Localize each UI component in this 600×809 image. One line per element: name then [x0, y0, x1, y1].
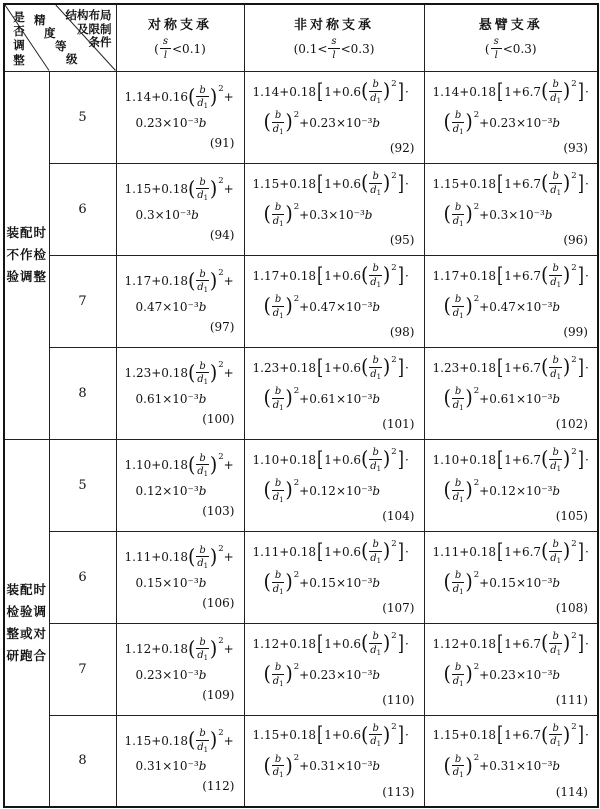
b-over-d1-squared: ( $\frac{b}{d_1}$ ) 2 [263, 661, 300, 688]
formula-line-1: 1.23+0.18 ( $\frac{b}{d_1}$ ) 2 + [124, 360, 234, 386]
fraction: $\frac{b}{d_1}$ [452, 570, 464, 596]
fraction: $\frac{b}{d_1}$ [550, 631, 562, 657]
fraction: $\frac{b}{d_1}$ [370, 631, 382, 657]
formula-line-1: 1.15+0.18 [ 1+0.6 ( $\frac{b}{d_1}$ ) 2 ] · [252, 722, 409, 749]
b-over-d1-squared: ( $\frac{b}{d_1}$ ) 2 [361, 170, 397, 197]
formula-cell [116, 255, 244, 347]
grade-cell: 5 [49, 71, 116, 163]
formula-line-2: 0.31×10⁻³ b [135, 759, 207, 774]
formula-line-2: 0.23×10⁻³ b [135, 115, 207, 130]
coefficient-table [3, 3, 599, 808]
fraction: $\frac{b}{d_1}$ [452, 110, 464, 136]
formula-line-1: 1.15+0.18 [ 1+6.7 ( $\frac{b}{d_1}$ ) 2 ] · [432, 170, 589, 197]
formula-cell [424, 163, 598, 255]
b-over-d1-squared: ( $\frac{b}{d_1}$ ) 2 [263, 753, 300, 780]
grade-cell: 7 [49, 623, 116, 715]
corner-label-precision-grade: 精 度 等 级 [34, 13, 78, 66]
column-title-symmetric: 对称支承 [147, 18, 212, 34]
formula-line-2: ( $\frac{b}{d_1}$ ) 2 +0.31×10⁻³ b [263, 753, 381, 780]
formula-line-2: ( $\frac{b}{d_1}$ ) 2 +0.47×10⁻³ b [443, 293, 561, 320]
label-line: 条件 [88, 35, 112, 49]
b-over-d1-squared: ( $\frac{b}{d_1}$ ) 2 [188, 84, 224, 110]
b-over-d1-squared: ( $\frac{b}{d_1}$ ) 2 [361, 630, 397, 657]
formula-cell [116, 347, 244, 439]
b-over-d1-squared: ( $\frac{b}{d_1}$ ) 2 [443, 569, 480, 596]
formula-line-1: 1.10+0.18 ( $\frac{b}{d_1}$ ) 2 + [124, 452, 234, 478]
fraction: $\frac{b}{d_1}$ [197, 268, 209, 294]
formula-line-2: ( $\frac{b}{d_1}$ ) 2 +0.23×10⁻³ b [443, 109, 561, 136]
fraction: $\frac{b}{d_1}$ [272, 294, 284, 320]
label-line: 结构布局 [65, 8, 112, 22]
row-group-label [4, 71, 49, 439]
formula-line-2: 0.12×10⁻³ b [135, 483, 207, 498]
formula-line-1: 1.11+0.18 ( $\frac{b}{d_1}$ ) 2 + [124, 544, 234, 570]
group-label-line: 装配时 [6, 581, 47, 597]
b-over-d1-squared: ( $\frac{b}{d_1}$ ) 2 [263, 109, 300, 136]
fraction: $\frac{b}{d_1}$ [272, 202, 284, 228]
table-row [4, 71, 598, 163]
formula-line-1: 1.14+0.18 [ 1+0.6 ( $\frac{b}{d_1}$ ) 2 ] · [252, 78, 409, 105]
formula-cell [244, 163, 424, 255]
table-row [4, 623, 598, 715]
formula-cell [116, 163, 244, 255]
formula-line-1: 1.15+0.18 [ 1+0.6 ( $\frac{b}{d_1}$ ) 2 ] · [252, 170, 409, 197]
equation-number: (104) [382, 509, 415, 523]
formula-line-1: 1.15+0.18 ( $\frac{b}{d_1}$ ) 2 + [124, 176, 234, 202]
s-over-l-fraction: $\frac{s}{l}$ [491, 36, 502, 61]
equation-number: (100) [202, 411, 235, 426]
equation-number: (95) [389, 233, 415, 247]
formula-line-1: 1.17+0.18 [ 1+6.7 ( $\frac{b}{d_1}$ ) 2 ] · [432, 262, 589, 289]
fraction: $\frac{b}{d_1}$ [197, 176, 209, 202]
s-over-l-fraction: $\frac{s}{l}$ [160, 36, 171, 61]
b-over-d1-squared: ( $\frac{b}{d_1}$ ) 2 [188, 636, 224, 662]
b-over-d1-squared: ( $\frac{b}{d_1}$ ) 2 [188, 360, 224, 386]
formula-line-1: 1.11+0.18 [ 1+0.6 ( $\frac{b}{d_1}$ ) 2 ] · [252, 538, 409, 565]
b-over-d1-squared: ( $\frac{b}{d_1}$ ) 2 [188, 452, 224, 478]
grade-cell: 6 [49, 163, 116, 255]
formula-line-2: ( $\frac{b}{d_1}$ ) 2 +0.47×10⁻³ b [263, 293, 381, 320]
formula-line-2: ( $\frac{b}{d_1}$ ) 2 +0.23×10⁻³ b [263, 109, 381, 136]
group-label-line: 研跑合 [6, 647, 47, 663]
equation-number: (113) [382, 784, 415, 799]
equation-number: (98) [389, 325, 415, 339]
equation-number: (101) [382, 417, 415, 431]
fraction: $\frac{b}{d_1}$ [550, 171, 562, 197]
formula-cell [244, 623, 424, 715]
formula-line-2: ( $\frac{b}{d_1}$ ) 2 +0.15×10⁻³ b [443, 569, 561, 596]
formula-line-2: ( $\frac{b}{d_1}$ ) 2 +0.15×10⁻³ b [263, 569, 381, 596]
equation-number: (111) [555, 693, 588, 707]
column-header-cantilever [424, 4, 598, 71]
b-over-d1-squared: ( $\frac{b}{d_1}$ ) 2 [361, 354, 397, 381]
fraction: $\frac{b}{d_1}$ [452, 753, 464, 780]
equation-number: (102) [555, 417, 588, 431]
fraction: $\frac{b}{d_1}$ [272, 753, 284, 780]
equation-number: (96) [563, 233, 588, 247]
fraction: $\frac{b}{d_1}$ [550, 355, 562, 381]
formula-cell [116, 623, 244, 715]
b-over-d1-squared: ( $\frac{b}{d_1}$ ) 2 [443, 385, 480, 412]
formula-line-2: 0.3×10⁻³ b [135, 207, 199, 222]
equation-number: (114) [555, 784, 588, 799]
fraction: $\frac{b}{d_1}$ [370, 263, 382, 289]
equation-number: (103) [202, 503, 235, 518]
label-line: 及限制 [77, 21, 112, 36]
column-condition-cantilever: ( $\frac{s}{l}$ <0.3) [484, 36, 537, 61]
row-group-label [4, 439, 49, 807]
fraction: $\frac{b}{d_1}$ [272, 110, 284, 136]
formula-cell [116, 439, 244, 531]
formula-line-1: 1.23+0.18 [ 1+6.7 ( $\frac{b}{d_1}$ ) 2 ] · [432, 354, 589, 381]
equation-number: (94) [209, 227, 235, 242]
formula-line-1: 1.15+0.18 [ 1+6.7 ( $\frac{b}{d_1}$ ) 2 ] · [432, 722, 589, 749]
table-row [4, 163, 598, 255]
equation-number: (93) [563, 141, 588, 155]
fraction: $\frac{b}{d_1}$ [197, 544, 209, 570]
group-label-line: 验调整 [6, 269, 47, 284]
b-over-d1-squared: ( $\frac{b}{d_1}$ ) 2 [541, 170, 577, 197]
column-header-symmetric [116, 4, 244, 71]
formula-line-1: 1.14+0.18 [ 1+6.7 ( $\frac{b}{d_1}$ ) 2 ] · [432, 78, 589, 105]
formula-cell [116, 531, 244, 623]
table-row [4, 531, 598, 623]
equation-number: (108) [555, 601, 588, 615]
formula-cell [116, 715, 244, 807]
formula-line-2: ( $\frac{b}{d_1}$ ) 2 +0.12×10⁻³ b [263, 477, 381, 504]
formula-cell [424, 347, 598, 439]
formula-line-2: ( $\frac{b}{d_1}$ ) 2 +0.23×10⁻³ b [263, 661, 381, 688]
fraction: $\frac{b}{d_1}$ [452, 202, 464, 228]
fraction: $\frac{b}{d_1}$ [370, 447, 382, 473]
formula-cell [244, 439, 424, 531]
fraction: $\frac{b}{d_1}$ [550, 447, 562, 473]
b-over-d1-squared: ( $\frac{b}{d_1}$ ) 2 [188, 727, 224, 754]
header-row [4, 4, 598, 71]
formula-line-2: ( $\frac{b}{d_1}$ ) 2 +0.12×10⁻³ b [443, 477, 561, 504]
formula-cell [424, 71, 598, 163]
corner-label-adjust: 是 否 调 整 [13, 10, 25, 67]
formula-line-2: ( $\frac{b}{d_1}$ ) 2 +0.61×10⁻³ b [263, 385, 381, 412]
b-over-d1-squared: ( $\frac{b}{d_1}$ ) 2 [361, 78, 397, 105]
formula-cell [424, 623, 598, 715]
equation-number: (105) [555, 509, 588, 523]
fraction: $\frac{b}{d_1}$ [197, 360, 209, 386]
b-over-d1-squared: ( $\frac{b}{d_1}$ ) 2 [541, 78, 577, 105]
s-over-l-fraction: $\frac{s}{l}$ [328, 36, 339, 61]
formula-cell [116, 71, 244, 163]
formula-line-1: 1.11+0.18 [ 1+6.7 ( $\frac{b}{d_1}$ ) 2 ] · [432, 538, 589, 565]
b-over-d1-squared: ( $\frac{b}{d_1}$ ) 2 [188, 544, 224, 570]
corner-label-structure-conditions [66, 9, 112, 50]
equation-number: (107) [382, 601, 415, 615]
b-over-d1-squared: ( $\frac{b}{d_1}$ ) 2 [361, 538, 397, 565]
fraction: $\frac{b}{d_1}$ [197, 636, 209, 662]
formula-line-1: 1.12+0.18 ( $\frac{b}{d_1}$ ) 2 + [124, 636, 234, 662]
formula-cell [424, 255, 598, 347]
formula-cell [244, 347, 424, 439]
equation-number: (106) [202, 595, 235, 610]
table-row [4, 347, 598, 439]
b-over-d1-squared: ( $\frac{b}{d_1}$ ) 2 [263, 201, 300, 228]
fraction: $\frac{b}{d_1}$ [370, 171, 382, 197]
fraction: $\frac{b}{d_1}$ [272, 662, 284, 688]
b-over-d1-squared: ( $\frac{b}{d_1}$ ) 2 [541, 262, 577, 289]
formula-cell [424, 715, 598, 807]
fraction: $\frac{b}{d_1}$ [452, 478, 464, 504]
equation-number: (92) [389, 141, 415, 155]
equation-number: (91) [209, 135, 235, 150]
b-over-d1-squared: ( $\frac{b}{d_1}$ ) 2 [443, 293, 480, 320]
column-title-cantilever: 悬臂支承 [478, 18, 543, 34]
b-over-d1-squared: ( $\frac{b}{d_1}$ ) 2 [443, 201, 480, 228]
formula-cell [244, 531, 424, 623]
formula-line-1: 1.10+0.18 [ 1+0.6 ( $\frac{b}{d_1}$ ) 2 ] · [252, 446, 409, 473]
fraction: $\frac{b}{d_1}$ [370, 79, 382, 105]
b-over-d1-squared: ( $\frac{b}{d_1}$ ) 2 [541, 630, 577, 657]
column-condition-asymmetric: (0.1< $\frac{s}{l}$ <0.3) [293, 36, 375, 61]
formula-line-2: ( $\frac{b}{d_1}$ ) 2 +0.31×10⁻³ b [443, 753, 561, 780]
formula-line-2: 0.15×10⁻³ b [135, 575, 207, 590]
b-over-d1-squared: ( $\frac{b}{d_1}$ ) 2 [443, 477, 480, 504]
grade-cell: 6 [49, 531, 116, 623]
equation-number: (110) [382, 693, 415, 707]
fraction: $\frac{b}{d_1}$ [550, 539, 562, 565]
group-label-line: 不作检 [6, 247, 47, 262]
grade-cell: 8 [49, 715, 116, 807]
fraction: $\frac{b}{d_1}$ [550, 263, 562, 289]
b-over-d1-squared: ( $\frac{b}{d_1}$ ) 2 [263, 385, 300, 412]
fraction: $\frac{b}{d_1}$ [370, 355, 382, 381]
b-over-d1-squared: ( $\frac{b}{d_1}$ ) 2 [443, 109, 480, 136]
formula-line-1: 1.10+0.18 [ 1+6.7 ( $\frac{b}{d_1}$ ) 2 ] · [432, 446, 589, 473]
equation-number: (97) [209, 319, 235, 334]
b-over-d1-squared: ( $\frac{b}{d_1}$ ) 2 [361, 262, 397, 289]
fraction: $\frac{b}{d_1}$ [272, 570, 284, 596]
group-label-line: 整或对 [6, 625, 47, 641]
formula-cell [244, 71, 424, 163]
formula-line-2: ( $\frac{b}{d_1}$ ) 2 +0.61×10⁻³ b [443, 385, 561, 412]
b-over-d1-squared: ( $\frac{b}{d_1}$ ) 2 [188, 268, 224, 294]
formula-line-1: 1.12+0.18 [ 1+0.6 ( $\frac{b}{d_1}$ ) 2 ] · [252, 630, 409, 657]
fraction: $\frac{b}{d_1}$ [370, 539, 382, 565]
corner-header-cell [4, 4, 116, 71]
fraction: $\frac{b}{d_1}$ [197, 452, 209, 478]
b-over-d1-squared: ( $\frac{b}{d_1}$ ) 2 [443, 661, 480, 688]
formula-line-2: ( $\frac{b}{d_1}$ ) 2 +0.3×10⁻³ b [443, 201, 553, 228]
formula-line-2: ( $\frac{b}{d_1}$ ) 2 +0.23×10⁻³ b [443, 661, 561, 688]
group-label-line: 装配时 [6, 225, 47, 240]
formula-line-2: 0.47×10⁻³ b [135, 299, 207, 314]
b-over-d1-squared: ( $\frac{b}{d_1}$ ) 2 [361, 446, 397, 473]
b-over-d1-squared: ( $\frac{b}{d_1}$ ) 2 [263, 293, 300, 320]
fraction: $\frac{b}{d_1}$ [452, 662, 464, 688]
b-over-d1-squared: ( $\frac{b}{d_1}$ ) 2 [361, 722, 397, 749]
b-over-d1-squared: ( $\frac{b}{d_1}$ ) 2 [541, 446, 577, 473]
b-over-d1-squared: ( $\frac{b}{d_1}$ ) 2 [263, 477, 300, 504]
fraction: $\frac{b}{d_1}$ [370, 722, 382, 749]
formula-line-1: 1.17+0.18 ( $\frac{b}{d_1}$ ) 2 + [124, 268, 234, 294]
grade-cell: 5 [49, 439, 116, 531]
equation-number: (99) [563, 325, 588, 339]
group-label-line: 检验调 [6, 603, 47, 619]
formula-cell [244, 715, 424, 807]
fraction: $\frac{b}{d_1}$ [272, 478, 284, 504]
table-row [4, 439, 598, 531]
fraction: $\frac{b}{d_1}$ [452, 294, 464, 320]
formula-line-2: ( $\frac{b}{d_1}$ ) 2 +0.3×10⁻³ b [263, 201, 373, 228]
formula-cell [424, 531, 598, 623]
fraction: $\frac{b}{d_1}$ [197, 728, 209, 754]
column-condition-symmetric: ( $\frac{s}{l}$ <0.1) [154, 36, 206, 61]
table-row [4, 715, 598, 807]
formula-line-2: 0.61×10⁻³ b [135, 391, 207, 406]
b-over-d1-squared: ( $\frac{b}{d_1}$ ) 2 [541, 354, 577, 381]
b-over-d1-squared: ( $\frac{b}{d_1}$ ) 2 [263, 569, 300, 596]
formula-line-2: 0.23×10⁻³ b [135, 667, 207, 682]
fraction: $\frac{b}{d_1}$ [452, 386, 464, 412]
formula-line-1: 1.12+0.18 [ 1+6.7 ( $\frac{b}{d_1}$ ) 2 ] · [432, 630, 589, 657]
equation-number: (112) [202, 779, 235, 794]
formula-line-1: 1.15+0.18 ( $\frac{b}{d_1}$ ) 2 + [124, 727, 234, 754]
fraction: $\frac{b}{d_1}$ [197, 84, 209, 110]
column-title-asymmetric: 非对称支承 [293, 18, 374, 34]
formula-cell [424, 439, 598, 531]
fraction: $\frac{b}{d_1}$ [550, 722, 562, 749]
b-over-d1-squared: ( $\frac{b}{d_1}$ ) 2 [541, 538, 577, 565]
equation-number: (109) [202, 687, 235, 702]
formula-line-1: 1.23+0.18 [ 1+0.6 ( $\frac{b}{d_1}$ ) 2 ] · [252, 354, 409, 381]
formula-line-1: 1.14+0.16 ( $\frac{b}{d_1}$ ) 2 + [124, 84, 234, 110]
table-row [4, 255, 598, 347]
b-over-d1-squared: ( $\frac{b}{d_1}$ ) 2 [188, 176, 224, 202]
b-over-d1-squared: ( $\frac{b}{d_1}$ ) 2 [443, 753, 480, 780]
formula-line-1: 1.17+0.18 [ 1+0.6 ( $\frac{b}{d_1}$ ) 2 ] · [252, 262, 409, 289]
fraction: $\frac{b}{d_1}$ [550, 79, 562, 105]
grade-cell: 7 [49, 255, 116, 347]
grade-cell: 8 [49, 347, 116, 439]
formula-cell [244, 255, 424, 347]
b-over-d1-squared: ( $\frac{b}{d_1}$ ) 2 [541, 722, 577, 749]
column-header-asymmetric [244, 4, 424, 71]
fraction: $\frac{b}{d_1}$ [272, 386, 284, 412]
